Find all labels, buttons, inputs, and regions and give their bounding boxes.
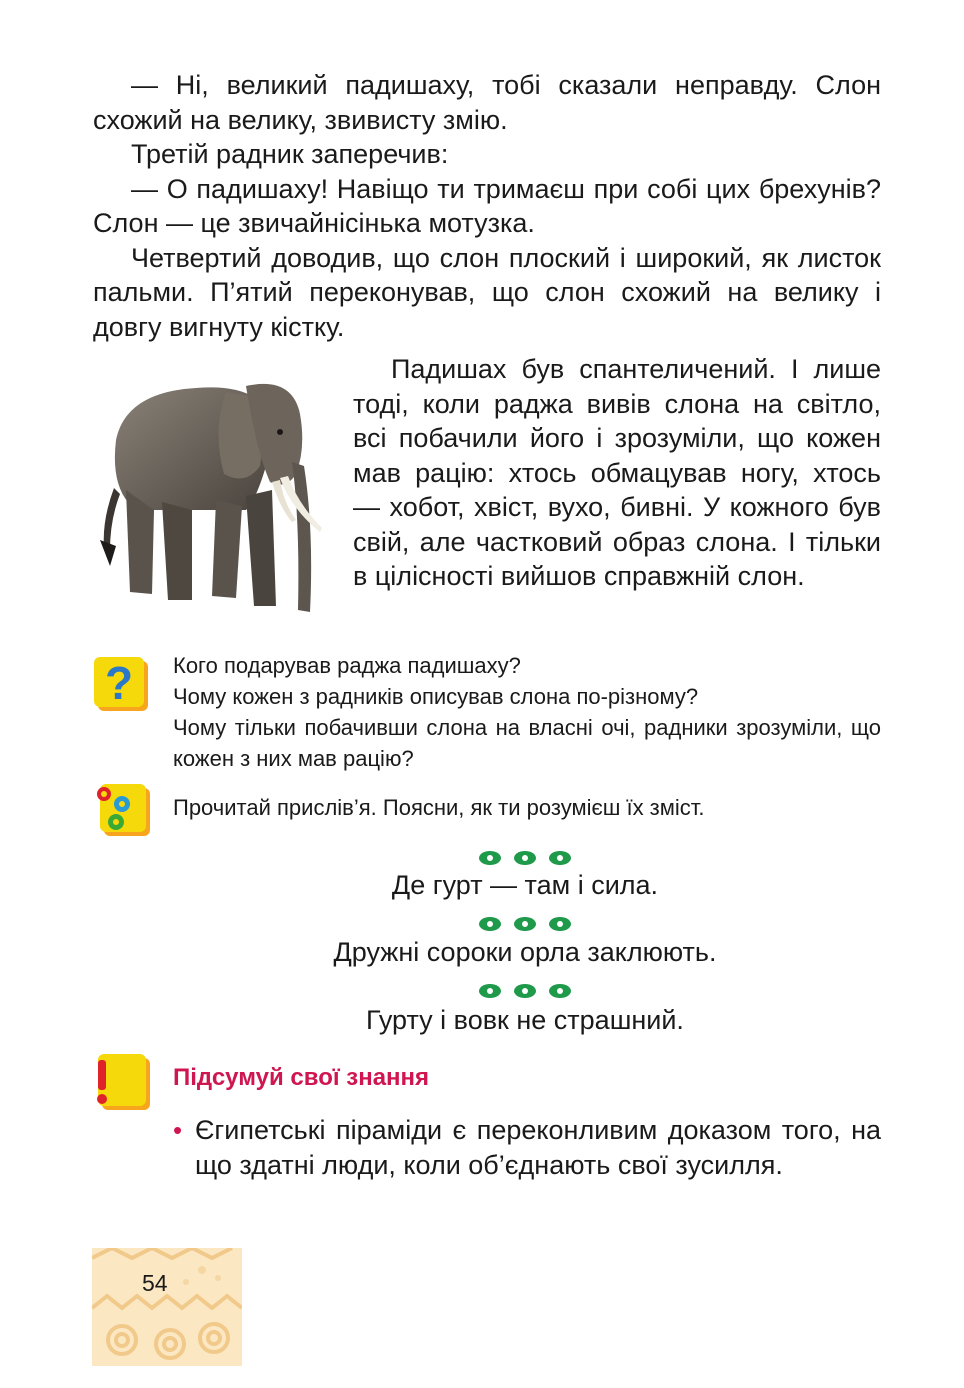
paragraph: Падишах був спантеличений. І лише тоді, коли раджа вивів слона на світло, всі побачили його і зрозуміли, що кожен мав рацію: хтось обмацував ногу, хтось — хобот, хвіст, вухо, бивні. У кожного був свій, але частковий образ слона. І тільки в цілісності вийшов справжній слон. [353,354,881,591]
summary-item [173,1113,881,1182]
proverb: Гурту і вовк не страшний. [366,1005,684,1035]
ornament-icon [470,983,580,999]
paragraph: Третій радник заперечив: [131,139,449,169]
question-item: Чому тільки побачивши слона на власні очі, радники зрозуміли, що кожен з них мав рацію? [173,715,881,771]
summary-block [173,1113,881,1182]
ornament-icon [470,916,580,932]
story-text [93,68,881,344]
paragraph: Четвертий доводив, що слон плоский і широкий, як листок пальми. П’ятий переконував, що слон схожий на велику і довгу вигнуту кістку. [93,242,881,342]
svg-text:?: ? [104,657,134,709]
flowers-icon [92,782,152,840]
task-instruction: Прочитай прислів’я. Поясни, як ти розумієш їх зміст. [173,795,705,820]
summary-title: Підсумуй свої знання [173,1064,430,1091]
page-number: 54 [142,1270,168,1296]
bullet-icon: • [173,1115,183,1145]
ornament-icon [470,850,580,866]
question-mark-icon [92,655,150,713]
paragraph: — Ні, великий падишаху, тобі сказали неправду. Слон схожий на велику, звивисту змію. [93,70,881,135]
exclamation-icon [92,1052,152,1112]
proverb: Де гурт — там і сила. [391,870,659,900]
elephant-illustration [96,370,328,618]
question-item: Чому кожен з радників описував слона по-різному? [173,684,699,709]
story-text-wrapped [353,352,881,594]
summary-text: Єгипетські піраміди є переконливим доказом того, на що здатні люди, коли об’єднають свої зусилля. [195,1115,881,1180]
page-corner-pattern [92,1248,242,1366]
paragraph: — О падишаху! Навіщо ти тримаєш при собі цих брехунів? Слон — це звичайнісінька мотузка. [93,173,881,238]
proverb: Дружні сороки орла заклюють. [333,937,717,967]
questions-block [173,650,881,774]
question-item: Кого подарував раджа падишаху? [173,653,521,678]
